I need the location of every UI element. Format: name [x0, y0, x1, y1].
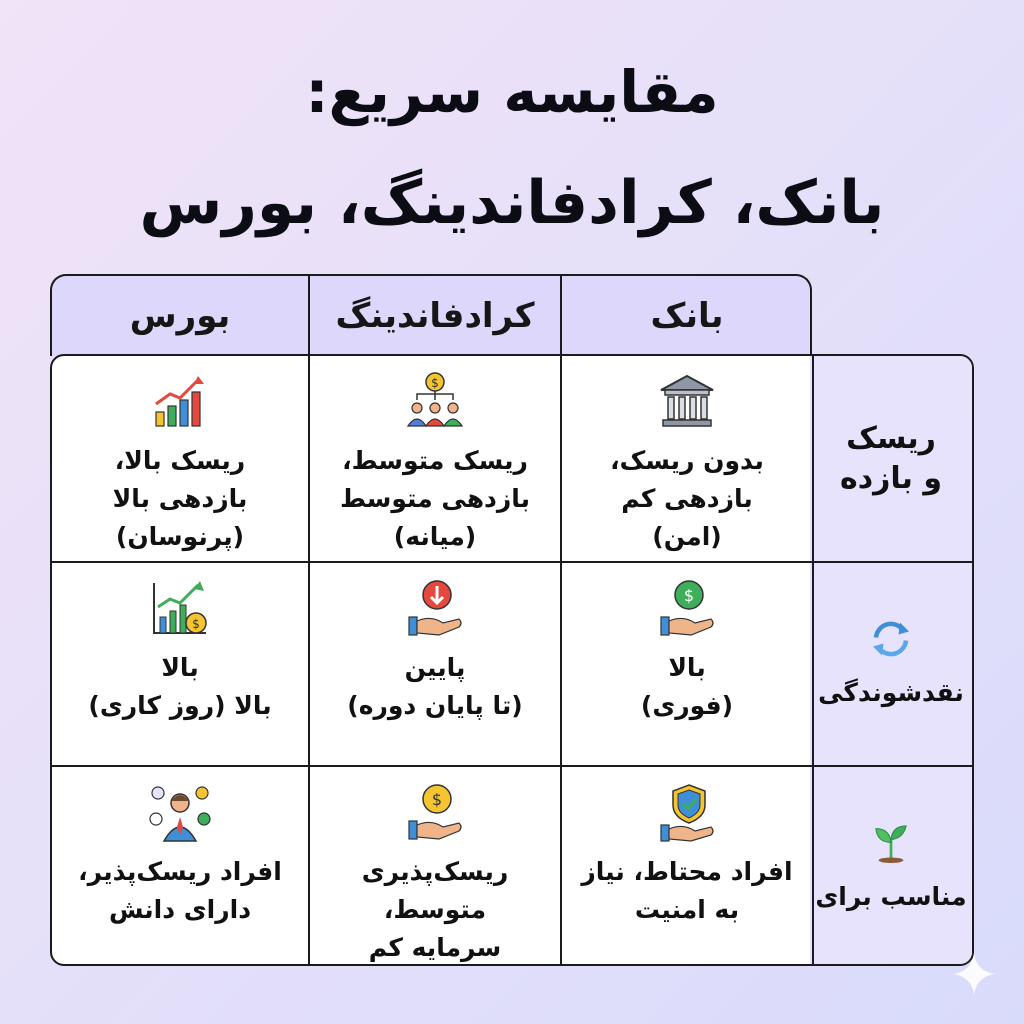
- cell-bourse-risk: [52, 356, 308, 561]
- row-label-liquidity: [810, 563, 972, 765]
- table-header-row: [50, 274, 812, 356]
- sprout-icon: [869, 819, 913, 863]
- row-label-suitable: [810, 767, 972, 966]
- row-label-suitable-text: مناسب برای: [815, 881, 967, 911]
- header-bourse: بورس: [129, 296, 231, 336]
- cell-bourse-risk-text: ریسک بالا، بازدهی بالا (پرنوسان): [112, 446, 248, 551]
- cell-bank-liquidity: [562, 563, 812, 765]
- cell-bank-risk-text: بدون ریسک، بازدهی کم (امن): [610, 446, 764, 551]
- page-title-line1: مقایسه سریع:: [305, 58, 719, 126]
- cell-bourse-suitable: [52, 767, 308, 966]
- header-bank: بانک: [650, 296, 724, 336]
- investor-person-icon: [148, 781, 212, 845]
- chart-coin-icon: [148, 577, 212, 641]
- hand-coin-icon: [403, 781, 467, 845]
- bank-building-icon: [655, 370, 719, 434]
- cell-crowd-liquidity: [310, 563, 560, 765]
- svg-text:$: $: [431, 790, 443, 809]
- cell-crowd-risk: [310, 356, 560, 561]
- cell-crowd-suitable: [310, 767, 560, 966]
- cell-bank-risk: [562, 356, 812, 561]
- comparison-table: [50, 274, 974, 966]
- cell-bourse-liquidity-text: بالا بالا (روز کاری): [88, 653, 272, 720]
- group-money-icon: [403, 370, 467, 434]
- cell-crowd-risk-text: ریسک متوسط، بازدهی متوسط (میانه): [339, 446, 531, 551]
- svg-text:$: $: [192, 617, 200, 631]
- svg-text:$: $: [683, 586, 695, 605]
- cell-bank-suitable: [562, 767, 812, 966]
- rising-chart-icon: [148, 370, 212, 434]
- svg-text:$: $: [431, 376, 439, 390]
- cell-bourse-liquidity: [52, 563, 308, 765]
- header-crowdfunding: کرادفاندینگ: [335, 296, 535, 336]
- row-label-liquidity-text: نقدشوندگی: [818, 678, 964, 707]
- cell-bank-suitable-text: افراد محتاط، نیاز به امنیت: [581, 857, 793, 924]
- row-label-risk-text: ریسک و بازده: [840, 420, 942, 496]
- page-title-line2: بانک، کرادفاندینگ، بورس: [139, 168, 885, 238]
- row-label-risk: [810, 356, 972, 561]
- hand-shield-check-icon: [655, 781, 719, 845]
- cell-bourse-suitable-text: افراد ریسک‌پذیر، دارای دانش: [78, 857, 282, 924]
- cell-crowd-liquidity-text: پایین (تا پایان دوره): [347, 653, 523, 720]
- cell-bank-liquidity-text: بالا (فوری): [640, 653, 734, 720]
- hand-dollar-coin-icon: [655, 577, 719, 641]
- cell-crowd-suitable-text: ریسک‌پذیری متوسط، سرمایه کم: [361, 857, 509, 962]
- hand-down-arrow-coin-icon: [403, 577, 467, 641]
- refresh-arrows-icon: [867, 615, 915, 663]
- table-body: [50, 354, 974, 966]
- sparkle-icon: [952, 952, 996, 996]
